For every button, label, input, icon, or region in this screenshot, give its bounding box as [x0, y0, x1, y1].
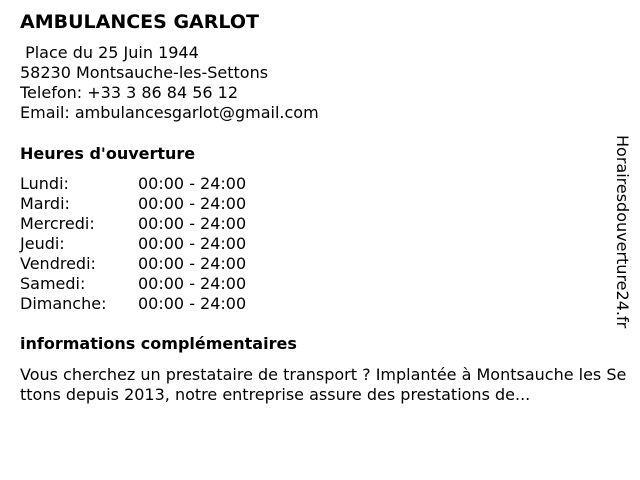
hours-row [20, 274, 246, 294]
day-label: Dimanche: [20, 294, 107, 313]
hours-row [20, 194, 246, 214]
time-range: 00:00 - 24:00 [138, 254, 247, 273]
contact-block [20, 43, 319, 123]
hours-heading: Heures d'ouverture [20, 144, 196, 163]
hours-row [20, 254, 246, 274]
day-label: Vendredi: [20, 254, 96, 273]
time-range: 00:00 - 24:00 [138, 214, 247, 233]
phone-number: Telefon: +33 3 86 84 56 12 [20, 83, 239, 102]
hours-row [20, 234, 246, 254]
address-city: 58230 Montsauche-les-Settons [20, 63, 269, 82]
hours-row [20, 214, 246, 234]
watermark-text: Horairesdouverture24.fr [613, 135, 632, 329]
hours-row [20, 174, 246, 194]
time-range: 00:00 - 24:00 [138, 194, 247, 213]
day-label: Lundi: [20, 174, 69, 193]
hours-row [20, 294, 246, 314]
info-heading: informations complémentaires [20, 334, 297, 353]
opening-hours-list [20, 174, 246, 314]
address-street: Place du 25 Juin 1944 [20, 43, 199, 62]
info-description: Vous cherchez un prestataire de transport ? Implantée à Montsauche les Settons depuis 2013, notre entreprise assure des prestations de... [20, 365, 627, 404]
time-range: 00:00 - 24:00 [138, 234, 247, 253]
day-label: Samedi: [20, 274, 86, 293]
time-range: 00:00 - 24:00 [138, 294, 247, 313]
business-name: AMBULANCES GARLOT [20, 11, 259, 33]
day-label: Mercredi: [20, 214, 95, 233]
time-range: 00:00 - 24:00 [138, 174, 247, 193]
time-range: 00:00 - 24:00 [138, 274, 247, 293]
email-address: Email: ambulancesgarlot@gmail.com [20, 103, 319, 122]
day-label: Jeudi: [20, 234, 65, 253]
day-label: Mardi: [20, 194, 70, 213]
